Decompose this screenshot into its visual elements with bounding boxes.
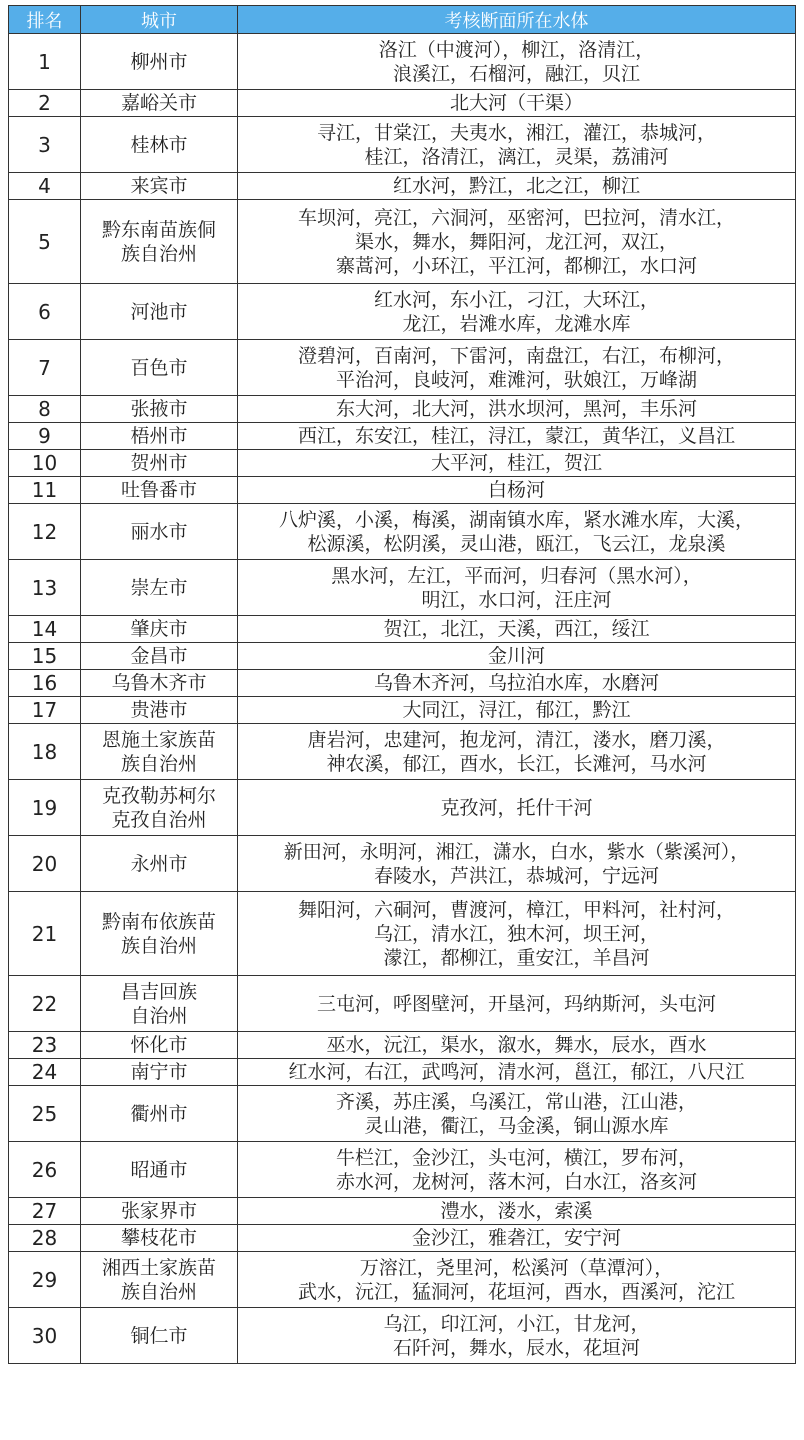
city-line: 金昌市 [130,645,188,667]
rank-cell: 15 [9,643,81,670]
table-row [9,1059,796,1086]
table-row [9,697,796,724]
water-cell [238,200,796,284]
water-line: 乌江，印江河，小江，甘龙河， [383,1312,650,1335]
city-line: 族自治州 [120,242,197,265]
water-cell [238,34,796,90]
water-cell [238,117,796,173]
water-line: 新田河，永明河，湘江，潇水，白水，紫水（紫溪河）， [283,840,750,863]
table-row [9,396,796,423]
water-line: 明江，水口河，汪庄河 [421,588,612,611]
city-cell [81,976,238,1032]
rank-cell: 29 [9,1252,81,1308]
water-line: 洛江（中渡河），柳江，洛清江， [378,38,655,61]
water-line: 春陵水，芦洪江，恭城河，宁远河 [373,864,659,887]
ranking-table-container [8,5,795,1364]
water-line: 桂江，洛清江，漓江，灵渠，荔浦河 [364,145,669,168]
rank-cell: 1 [9,34,81,90]
city-line: 崇左市 [130,576,188,599]
city-line: 柳州市 [130,50,188,73]
water-line: 克孜河，托什干河 [440,796,593,819]
rank-cell: 4 [9,173,81,200]
water-line: 寻江，甘棠江，夫夷水，湘江，灌江，恭城河， [316,121,716,144]
table-row [9,643,796,670]
city-line: 河池市 [130,300,188,323]
rank-cell: 19 [9,780,81,836]
water-line: 灵山港，衢江，马金溪，铜山源水库 [364,1114,669,1137]
city-cell [81,643,238,670]
water-cell [238,616,796,643]
water-cell [238,1225,796,1252]
city-line: 克孜自治州 [111,808,207,831]
water-line: 红水河，右江，武鸣河，清水河，邕江，郁江，八尺江 [288,1061,745,1083]
city-line: 贺州市 [130,452,188,474]
city-line: 克孜勒苏柯尔 [101,784,216,807]
city-cell [81,396,238,423]
water-cell [238,643,796,670]
city-cell [81,836,238,892]
city-cell [81,90,238,117]
city-cell [81,892,238,976]
city-line: 吐鲁番市 [120,479,197,501]
rank-cell: 23 [9,1032,81,1059]
city-cell [81,200,238,284]
table-row [9,560,796,616]
city-cell [81,1032,238,1059]
water-cell [238,450,796,477]
water-cell [238,477,796,504]
water-cell [238,284,796,340]
city-line: 乌鲁木齐市 [111,672,207,694]
city-line: 昌吉回族 [120,980,197,1003]
rank-cell: 28 [9,1225,81,1252]
city-line: 肇庆市 [130,618,188,640]
city-line: 来宾市 [130,175,188,197]
water-line: 澧水，溇水，索溪 [440,1200,593,1222]
water-line: 赤水河，龙树河，落木河，白水江，洛亥河 [335,1170,697,1193]
water-line: 神农溪，郁江，酉水，长江，长滩河，马水河 [326,752,707,775]
city-cell [81,173,238,200]
water-line: 西江，东安江，桂江，浔江，蒙江，黄华江，义昌江 [297,425,735,447]
city-cell [81,560,238,616]
water-line: 牛栏江，金沙江，头屯河，横江，罗布河， [335,1146,697,1169]
rank-cell: 7 [9,340,81,396]
water-cell [238,976,796,1032]
water-line: 大平河，桂江，贺江 [430,452,602,474]
city-cell [81,117,238,173]
city-line: 湘西土家族苗 [101,1256,216,1279]
water-cell [238,1086,796,1142]
rank-cell: 16 [9,670,81,697]
table-row [9,423,796,450]
table-row [9,200,796,284]
city-cell [81,1198,238,1225]
city-line: 丽水市 [130,520,188,543]
table-row [9,976,796,1032]
rank-cell: 18 [9,724,81,780]
table-row [9,90,796,117]
water-line: 松源溪，松阴溪，灵山港，瓯江，飞云江，龙泉溪 [307,532,726,555]
rank-cell: 27 [9,1198,81,1225]
water-line: 齐溪，苏庄溪，乌溪江，常山港，江山港， [335,1090,697,1113]
ranking-table [8,5,796,1364]
rank-cell: 13 [9,560,81,616]
rank-cell: 9 [9,423,81,450]
water-cell [238,1198,796,1225]
water-cell [238,892,796,976]
table-row [9,724,796,780]
city-line: 梧州市 [130,425,188,447]
water-line: 红水河，东小江，刁江，大环江， [373,288,659,311]
water-cell [238,340,796,396]
water-line: 澄碧河，百南河，下雷河，南盘江，右江，布柳河， [297,344,735,367]
table-row [9,117,796,173]
city-cell [81,284,238,340]
water-line: 濛江，都柳江，重安江，羊昌河 [383,946,650,969]
rank-cell: 25 [9,1086,81,1142]
table-row [9,450,796,477]
water-cell [238,1142,796,1198]
water-line: 东大河，北大河，洪水坝河，黑河，丰乐河 [335,398,697,420]
water-cell [238,1032,796,1059]
city-line: 衢州市 [130,1102,188,1125]
city-line: 张家界市 [120,1200,197,1222]
water-line: 贺江，北江，天溪，西江，绥江 [383,618,650,640]
city-cell [81,423,238,450]
water-line: 三屯河，呼图壁河，开垦河，玛纳斯河，头屯河 [316,992,716,1015]
rank-cell: 6 [9,284,81,340]
city-line: 族自治州 [120,934,197,957]
table-row [9,836,796,892]
city-cell [81,697,238,724]
water-cell [238,836,796,892]
city-line: 南宁市 [130,1061,188,1083]
water-cell [238,697,796,724]
city-line: 黔南布依族苗 [101,910,216,933]
rank-cell: 14 [9,616,81,643]
rank-cell: 11 [9,477,81,504]
table-row [9,1032,796,1059]
water-cell [238,780,796,836]
water-line: 大同江，浔江，郁江，黔江 [402,699,631,721]
city-line: 黔东南苗族侗 [101,218,216,241]
city-line: 族自治州 [120,1280,197,1303]
water-cell [238,1059,796,1086]
table-row [9,892,796,976]
water-line: 平治河，良岐河，难滩河，驮娘江，万峰湖 [335,368,697,391]
table-row [9,1198,796,1225]
table-row [9,173,796,200]
water-line: 寨蒿河，小环江，平江河，都柳江，水口河 [335,254,697,277]
table-row [9,284,796,340]
water-cell [238,504,796,560]
table-row [9,780,796,836]
table-row [9,34,796,90]
city-cell [81,724,238,780]
water-line: 舞阳河，六硐河，曹渡河，樟江，甲料河，社村河， [297,898,735,921]
rank-cell: 24 [9,1059,81,1086]
water-line: 乌鲁木齐河，乌拉泊水库，水磨河 [373,672,659,694]
water-cell [238,90,796,117]
water-line: 石阡河，舞水，辰水，花垣河 [392,1336,640,1359]
water-line: 唐岩河，忠建河，抱龙河，清江，溇水，磨刀溪， [307,728,726,751]
rank-cell: 20 [9,836,81,892]
water-line: 白杨河 [487,479,545,501]
header-rank: 排名 [9,6,81,34]
city-line: 桂林市 [130,133,188,156]
water-line: 万溶江，尧里河，松溪河（草潭河）， [359,1256,674,1279]
city-cell [81,340,238,396]
water-cell [238,173,796,200]
table-row [9,504,796,560]
table-row [9,670,796,697]
water-line: 金川河 [487,645,545,667]
water-line: 黑水河，左江，平而河，归春河（黑水河）， [331,564,702,587]
table-row [9,616,796,643]
water-line: 武水，沅江，猛洞河，花垣河，酉水，酉溪河，沱江 [297,1280,735,1303]
city-cell [81,1142,238,1198]
rank-cell: 8 [9,396,81,423]
water-line: 金沙江，雅砻江，安宁河 [411,1227,621,1249]
city-cell [81,477,238,504]
city-line: 恩施土家族苗 [101,728,216,751]
rank-cell: 12 [9,504,81,560]
table-row [9,1086,796,1142]
city-cell [81,1252,238,1308]
water-cell [238,560,796,616]
table-row [9,1142,796,1198]
city-cell [81,1308,238,1364]
table-header-row [9,6,796,34]
city-line: 铜仁市 [130,1324,188,1347]
rank-cell: 26 [9,1142,81,1198]
water-line: 八炉溪，小溪，梅溪，湖南镇水库，紧水滩水库，大溪， [278,508,754,531]
header-city: 城市 [81,6,238,34]
city-cell [81,504,238,560]
city-line: 嘉峪关市 [120,92,197,114]
rank-cell: 2 [9,90,81,117]
water-line: 北大河（干渠） [449,92,583,114]
table-row [9,340,796,396]
table-row [9,1252,796,1308]
water-line: 龙江，岩滩水库，龙滩水库 [402,312,631,335]
water-cell [238,1252,796,1308]
city-line: 怀化市 [130,1034,188,1056]
water-line: 巫水，沅江，渠水，溆水，舞水，辰水，酉水 [326,1034,707,1056]
city-cell [81,34,238,90]
city-line: 张掖市 [130,398,188,420]
water-line: 红水河，黔江，北之江，柳江 [392,175,640,197]
city-line: 永州市 [130,852,188,875]
city-cell [81,670,238,697]
city-line: 族自治州 [120,752,197,775]
water-cell [238,1308,796,1364]
water-line: 渠水，舞水，舞阳河，龙江河，双江， [354,230,678,253]
city-line: 百色市 [130,356,188,379]
table-body [9,34,796,1364]
water-line: 浪溪江，石榴河，融江，贝江 [392,62,640,85]
rank-cell: 10 [9,450,81,477]
rank-cell: 5 [9,200,81,284]
city-cell [81,1059,238,1086]
city-cell [81,1086,238,1142]
city-line: 贵港市 [130,699,188,721]
water-cell [238,670,796,697]
city-line: 自治州 [130,1004,188,1027]
city-line: 攀枝花市 [120,1227,197,1249]
rank-cell: 21 [9,892,81,976]
table-row [9,1308,796,1364]
water-line: 乌江，清水江，独木河，坝王河， [373,922,659,945]
rank-cell: 30 [9,1308,81,1364]
table-row [9,1225,796,1252]
rank-cell: 17 [9,697,81,724]
rank-cell: 3 [9,117,81,173]
water-cell [238,423,796,450]
city-cell [81,780,238,836]
water-cell [238,396,796,423]
header-water: 考核断面所在水体 [238,6,796,34]
city-cell [81,616,238,643]
city-cell [81,1225,238,1252]
rank-cell: 22 [9,976,81,1032]
water-line: 车坝河，亮江，六洞河，巫密河，巴拉河，清水江， [297,206,735,229]
city-line: 昭通市 [130,1158,188,1181]
table-row [9,477,796,504]
water-cell [238,724,796,780]
city-cell [81,450,238,477]
